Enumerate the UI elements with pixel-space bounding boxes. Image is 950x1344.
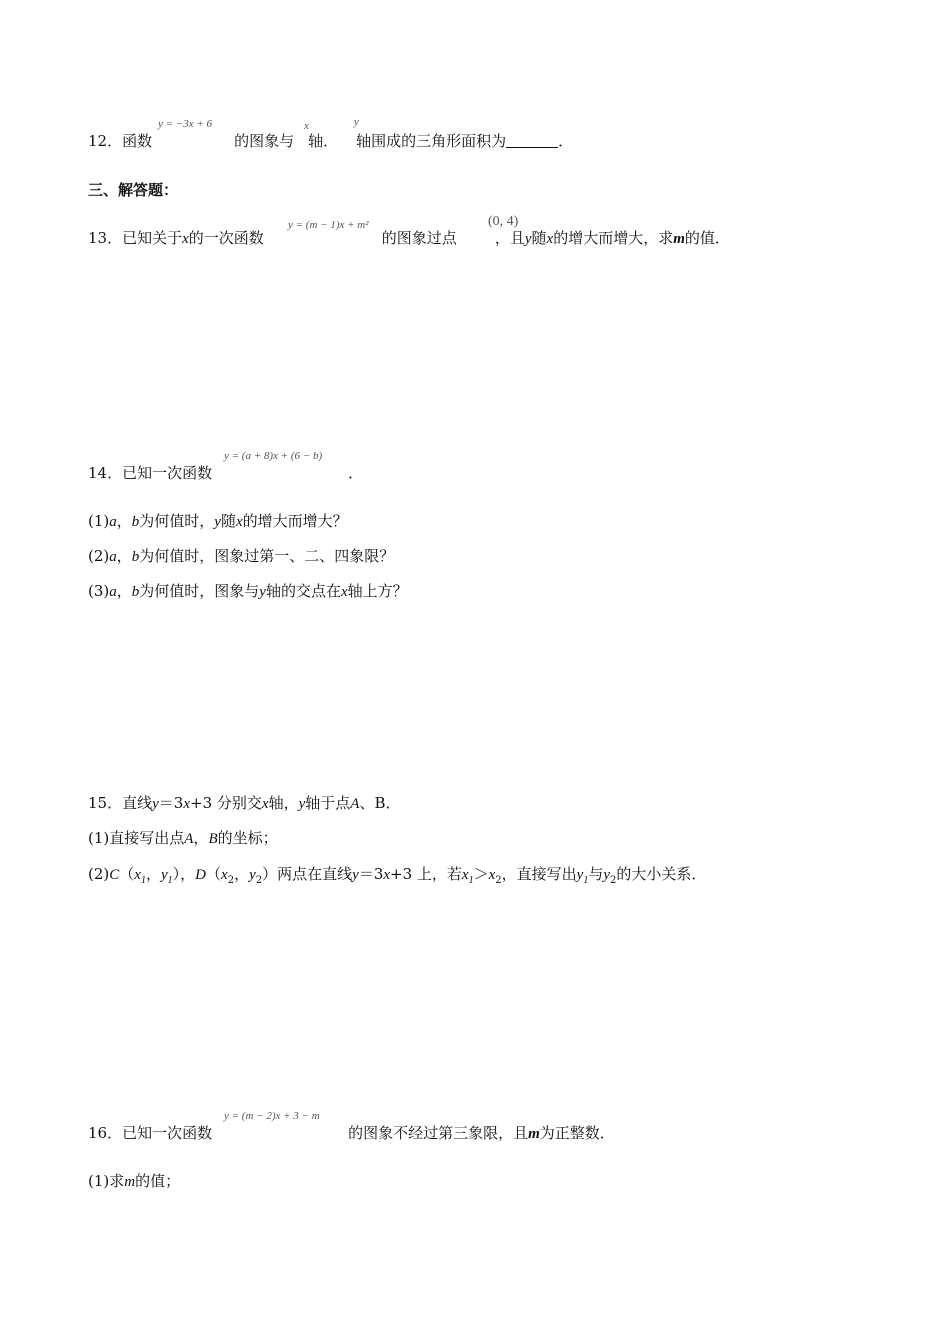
q16-number: 16． bbox=[88, 1124, 123, 1142]
q14-formula: y = (a + 8)x + (6 − b) bbox=[224, 450, 323, 462]
q12-formula: y = −3x + 6 bbox=[158, 118, 213, 130]
q12-var-x: x bbox=[304, 120, 309, 132]
q15-part-1: (1)直接写出点A，B的坐标； bbox=[88, 829, 278, 847]
answer-blank bbox=[506, 133, 558, 148]
question-15: 15．直线y＝3x+3 分别交x轴，y轴于点A、B． bbox=[88, 794, 401, 812]
q14-number: 14． bbox=[88, 464, 123, 482]
q15-number: 15． bbox=[88, 794, 123, 812]
q16-formula: y = (m − 2)x + 3 − m bbox=[224, 1110, 320, 1122]
q14-part-1: (1)a，b为何值时，y随x的增大而增大？ bbox=[88, 512, 348, 530]
question-14: 14．已知一次函数 ． bbox=[88, 464, 364, 482]
q16-part-1: (1)求m的值； bbox=[88, 1172, 181, 1190]
question-13: 13．已知关于x的一次函数 的图象过点 ，且y随x的增大而增大，求m的值． bbox=[88, 229, 730, 247]
question-12: 12．函数 的图象与 轴． 轴围成的三角形面积为 ． bbox=[88, 132, 574, 150]
q12-number: 12． bbox=[88, 132, 123, 150]
question-16: 16．已知一次函数 的图象不经过第三象限，且m为正整数． bbox=[88, 1124, 615, 1142]
q13-point: (0, 4) bbox=[488, 214, 519, 229]
q13-formula: y = (m − 1)x + m² bbox=[288, 219, 369, 231]
q15-part-2: $(2)C(x_1$，$y_1$），$D(x_2$，$y_2$）两点在直线y＝3x+3 上，若$x_1>x_2$，直接写出$y_1$与$y_2$的大小关系． bbox=[88, 865, 707, 886]
q12-var-y: y bbox=[354, 116, 359, 128]
q14-part-3: (3)a，b为何值时，图象与y轴的交点在x轴上方？ bbox=[88, 582, 408, 600]
q13-number: 13． bbox=[88, 229, 123, 247]
q14-part-2: (2)a，b为何值时，图象过第一、二、四象限？ bbox=[88, 547, 395, 565]
section-heading: 三、解答题： bbox=[88, 181, 179, 199]
